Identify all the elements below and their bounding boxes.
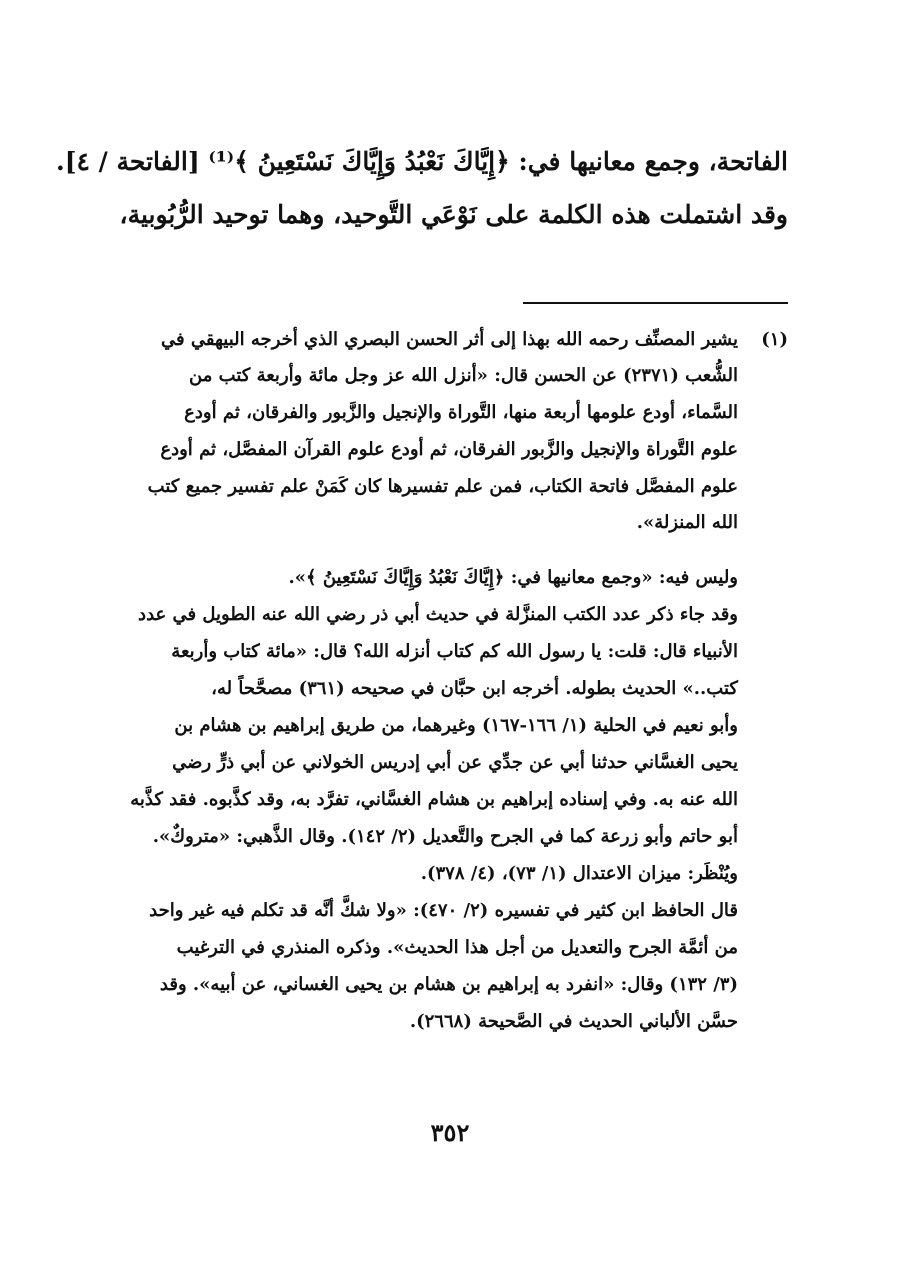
footnote-line-5: علوم المفصَّل فاتحة الكتاب، فمن علم تفسيرها كان كَمَنْ علم تفسير جميع كتب bbox=[147, 476, 738, 497]
footnote-line-2: الشُّعب (٢٣٧١) عن الحسن قال: «أنزل الله عز وجل مائة وأربعة كتب من bbox=[189, 365, 738, 386]
footnote-line-18: (٣/ ١٣٢) وقال: «انفرد به إبراهيم بن هشام بن يحيى الغساني، عن أبيه». وقد bbox=[159, 974, 738, 995]
footnote-line-14: أبو حاتم وأبو زرعة كما في الجرح والتَّعديل (٢/ ١٤٢). وقال الذَّهبي: «متروكٌ». bbox=[152, 826, 738, 847]
footnote-line-11: وأبو نعيم في الحلية (١/ ١٦٦-١٦٧) وغيرهما، من طريق إبراهيم بن هشام بن bbox=[174, 715, 738, 736]
main-text-line-2: وقد اشتملت هذه الكلمة على نَوْعَي التَّوحيد، وهما توحيد الرُّبُوبية، bbox=[119, 200, 788, 229]
footnote-line-3: السَّماء، أودع علومها أربعة منها، التَّوراة والإنجيل والزَّبور والفرقان، ثم أودع bbox=[184, 402, 738, 423]
footnote-line-12: يحيى الغسَّاني حدثنا أبي عن جدِّي عن أبي إدريس الخولاني عن أبي ذرٍّ رضي bbox=[172, 752, 738, 773]
footnote-line-8: وقد جاء ذكر عدد الكتب المنزَّلة في حديث أبي ذر رضي الله عنه الطويل في عدد bbox=[138, 604, 738, 625]
page-number: ٣٥٢ bbox=[430, 1118, 470, 1147]
main-text-line-1: الفاتحة، وجمع معانيها في: ﴿إِيَّاكَ نَعْبُدُ وَإِيَّاكَ نَسْتَعِينُ ﴾⁽¹⁾ [الفاتحة / ٤]. bbox=[55, 147, 788, 176]
footnote-marker: (١) bbox=[761, 329, 788, 350]
footnote-line-6: الله المنزلة». bbox=[636, 512, 738, 533]
footnote-line-19: حسَّن الألباني الحديث في الصَّحيحة (٢٦٦٨). bbox=[409, 1011, 738, 1032]
footnote-line-1: يشير المصنِّف رحمه الله بهذا إلى أثر الحسن البصري الذي أخرجه البيهقي في bbox=[161, 329, 738, 350]
footnote-line-10: كتب..» الحديث بطوله. أخرجه ابن حبَّان في صحيحه (٣٦١) مصحَّحاً له، bbox=[211, 678, 738, 699]
footnote-line-17: من أئمَّة الجرح والتعديل من أجل هذا الحديث». وذكره المنذري في الترغيب bbox=[176, 937, 738, 958]
footnote-line-7: وليس فيه: «وجمع معانيها في: ﴿إِيَّاكَ نَعْبُدُ وَإِيَّاكَ نَسْتَعِينُ ﴾». bbox=[288, 567, 738, 588]
footnote-line-16: قال الحافظ ابن كثير في تفسيره (٢/ ٤٧٠): «ولا شكَّ أنَّه قد تكلم فيه غير واحد bbox=[149, 900, 738, 921]
footnote-separator bbox=[523, 302, 788, 304]
footnote-line-4: علوم التَّوراة والإنجيل والزَّبور الفرقان، ثم أودع علوم القرآن المفصَّل، ثم أودع bbox=[160, 439, 738, 460]
footnote-line-15: ويُنْظَر: ميزان الاعتدال (١/ ٧٣)، (٤/ ٣٧٨). bbox=[420, 863, 738, 884]
footnote-line-13: الله عنه به. وفي إسناده إبراهيم بن هشام الغسَّاني، تفرَّد به، وقد كذَّبوه. فقد كذَّبه bbox=[130, 789, 738, 810]
footnote-line-9: الأنبياء قال: قلت: يا رسول الله كم كتاب أنزله الله؟ قال: «مائة كتاب وأربعة bbox=[171, 641, 738, 662]
